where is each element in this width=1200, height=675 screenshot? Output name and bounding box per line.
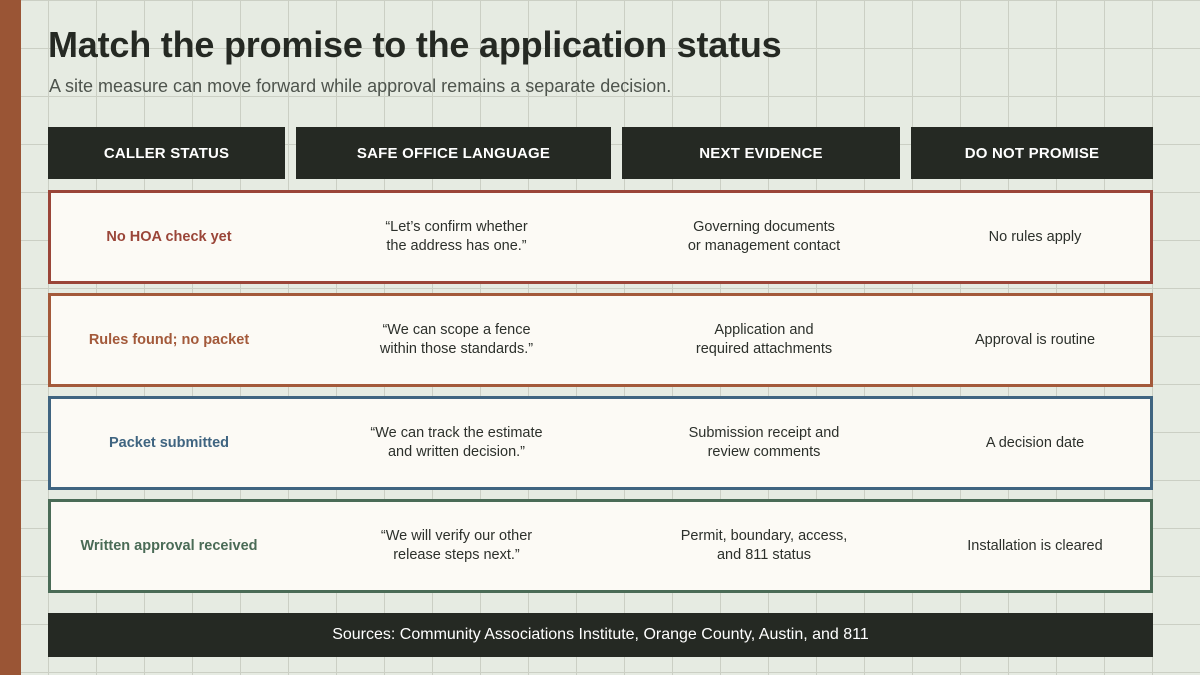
safe-language-cell: “We can track the estimate and written decision.” [370, 425, 543, 460]
page-subtitle: A site measure can move forward while approval remains a separate decision. [49, 76, 672, 96]
left-accent-bar [0, 0, 21, 675]
next-evidence-cell: Application and required attachments [695, 322, 833, 357]
safe-language-cell: “We can scope a fence within those standards.” [379, 322, 534, 357]
do-not-promise-cell: Installation is cleared [967, 537, 1103, 554]
caller-status-cell: Packet submitted [108, 434, 230, 451]
next-evidence-cell: Permit, boundary, access, and 811 status [680, 528, 848, 563]
table-row-packet-submitted [48, 396, 1153, 490]
page-title: Match the promise to the application status [48, 24, 782, 65]
do-not-promise-cell: No rules apply [988, 228, 1082, 245]
table-row-written-approval [48, 499, 1153, 593]
caller-status-cell: Rules found; no packet [88, 331, 250, 348]
header-caller-status: CALLER STATUS [48, 127, 285, 179]
do-not-promise-cell: A decision date [985, 434, 1085, 451]
next-evidence-cell: Governing documents or management contact [687, 219, 841, 254]
next-evidence-cell: Submission receipt and review comments [688, 425, 840, 460]
table-row-rules-found [48, 293, 1153, 387]
sources-footer: Sources: Community Associations Institute, Orange County, Austin, and 811 [48, 613, 1153, 657]
caller-status-cell: No HOA check yet [106, 228, 232, 245]
do-not-promise-cell: Approval is routine [974, 331, 1096, 348]
table-row-no-hoa-check [48, 190, 1153, 284]
header-do-not-promise: DO NOT PROMISE [911, 127, 1153, 179]
safe-language-cell: “We will verify our other release steps next.” [380, 528, 533, 563]
header-next-evidence: NEXT EVIDENCE [622, 127, 900, 179]
header-safe-office-language: SAFE OFFICE LANGUAGE [296, 127, 611, 179]
caller-status-cell: Written approval received [80, 537, 258, 554]
safe-language-cell: “Let’s confirm whether the address has one.” [385, 219, 528, 254]
